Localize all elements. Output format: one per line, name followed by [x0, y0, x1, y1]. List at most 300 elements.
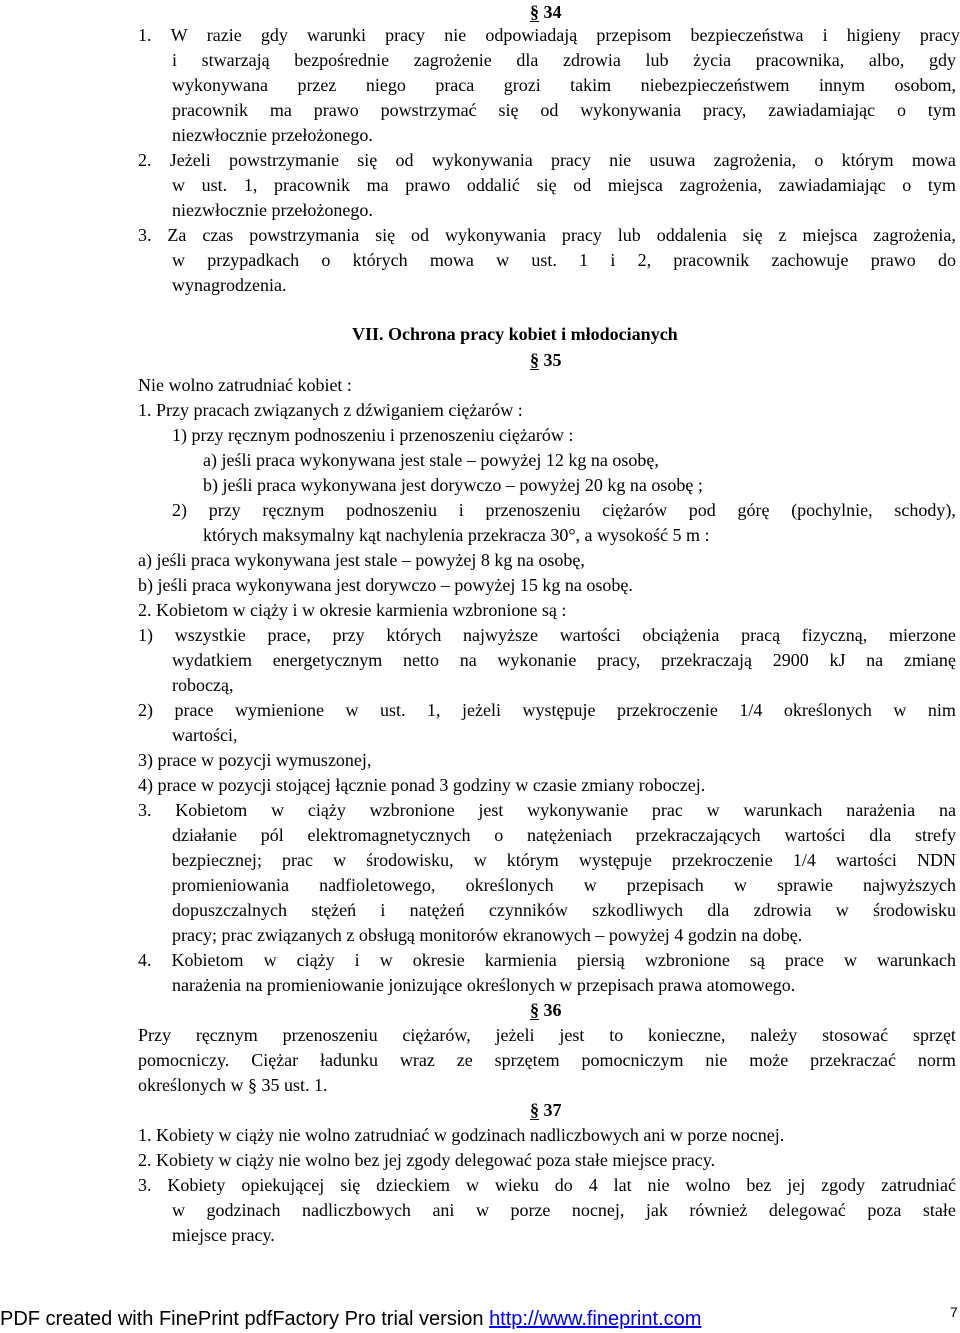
word: działanie — [172, 825, 237, 845]
paragraph-line — [172, 498, 956, 523]
word: (pochylnie, — [791, 500, 873, 520]
word: wartości — [835, 850, 897, 870]
word: warunkach — [743, 800, 823, 820]
pdf-footer — [0, 1306, 960, 1333]
word: poza — [867, 1200, 902, 1220]
word: jej — [787, 1175, 806, 1195]
word: nadfioletowego, — [319, 875, 436, 895]
word: konieczne, — [648, 1025, 726, 1045]
word: do — [937, 250, 956, 270]
word: w — [172, 175, 185, 195]
word: wykonywania — [580, 100, 682, 120]
paragraph-line — [172, 848, 956, 873]
word: szkodliwych — [592, 900, 684, 920]
word: stwarzają — [201, 50, 270, 70]
word: wolno — [685, 1175, 731, 1195]
section-symbol: § — [530, 1000, 539, 1020]
word: których — [352, 250, 408, 270]
word: 1/4 — [739, 700, 763, 720]
word: pracy — [385, 25, 426, 45]
word: i — [354, 950, 360, 970]
word: w — [473, 850, 487, 870]
word: występuje — [522, 700, 596, 720]
word: w — [733, 875, 747, 895]
word: w — [835, 900, 849, 920]
word: ręcznym — [195, 1025, 258, 1045]
word: prac — [282, 850, 313, 870]
word: czas — [202, 225, 234, 245]
word: fizyczną, — [801, 625, 868, 645]
word: i — [172, 50, 178, 70]
word: przez — [297, 75, 337, 95]
paragraph-line: 3) prace w pozycji wymuszonej, — [138, 750, 372, 770]
paragraph-line: 2. Kobiety w ciąży nie wolno bez jej zgody delegować poza stałe miejsce pracy. — [138, 1150, 716, 1170]
word: pól — [260, 825, 284, 845]
section-symbol: § — [530, 1100, 539, 1120]
word: 1, — [243, 175, 258, 195]
word: czynników — [488, 900, 568, 920]
word: najwyższych — [863, 875, 956, 895]
word: i — [610, 250, 616, 270]
word: warunkach — [876, 950, 956, 970]
word: o — [814, 150, 824, 170]
paragraph-line: b) jeśli praca wykonywana jest dorywczo – powyżej 20 kg na osobę ; — [203, 475, 703, 495]
word: pracownik — [673, 250, 750, 270]
word: NDN — [917, 850, 956, 870]
word: prawo — [313, 100, 359, 120]
word: nadliczbowych — [301, 1200, 411, 1220]
word: się — [375, 225, 396, 245]
word: 3. — [138, 800, 152, 820]
word: elektromagnetycznych — [307, 825, 471, 845]
word: wzbronione — [644, 950, 730, 970]
word: przekraczać — [810, 1050, 896, 1070]
word: nie — [444, 25, 467, 45]
word: w — [333, 850, 347, 870]
word: Jeżeli — [169, 150, 211, 170]
paragraph-line: miejsce pracy. — [172, 1225, 275, 1245]
word: ma — [366, 175, 389, 195]
word: podnoszeniu — [346, 500, 438, 520]
word: przenoszeniu — [485, 500, 581, 520]
word: gdy — [260, 25, 288, 45]
section-number: 37 — [543, 1100, 562, 1120]
word: natężeniach — [527, 825, 612, 845]
section-heading-34 — [530, 0, 562, 25]
paragraph-line: b) jeśli praca wykonywana jest dorywczo – powyżej 15 kg na osobę. — [138, 575, 633, 595]
word: pracą — [741, 625, 781, 645]
section-heading-35 — [530, 348, 562, 373]
paragraph-line — [138, 223, 956, 248]
word: ciąży — [296, 950, 335, 970]
word: o — [321, 250, 331, 270]
word: występuje — [578, 850, 652, 870]
chapter-heading: VII. Ochrona pracy kobiet i młodocianych — [352, 324, 678, 344]
word: na — [938, 800, 956, 820]
word: opiekującej — [241, 1175, 325, 1195]
word: i — [822, 25, 828, 45]
word: wartości — [784, 825, 846, 845]
word: razie — [206, 25, 242, 45]
word: 2900 — [772, 650, 809, 670]
word: wykonywana — [172, 75, 268, 95]
word: środowisku — [872, 900, 956, 920]
word: wymienione — [234, 700, 324, 720]
paragraph-line — [138, 1173, 956, 1198]
paragraph-line: niezwłocznie przełożonego. — [172, 125, 373, 145]
word: mierzone — [888, 625, 956, 645]
paragraph-line — [172, 873, 956, 898]
word: powstrzymania — [249, 225, 360, 245]
word: prace — [174, 700, 214, 720]
paragraph-line: narażenia na promieniowanie jonizujące określonych w przepisach prawa atomowego. — [172, 975, 796, 995]
word: Przy — [138, 1025, 171, 1045]
word: innym — [819, 75, 866, 95]
word: mowa — [429, 250, 474, 270]
word: w — [706, 800, 720, 820]
word: 1, — [426, 700, 441, 720]
paragraph-line: wynagrodzenia. — [172, 275, 287, 295]
word: ust. — [379, 700, 406, 720]
word: pomocniczym — [581, 1050, 684, 1070]
paragraph-line — [172, 98, 956, 123]
word: 3. — [138, 1175, 152, 1195]
word: nie — [647, 1175, 670, 1195]
word: zagrożenia, — [679, 175, 762, 195]
word: pracownika, — [755, 50, 845, 70]
word: ma — [269, 100, 292, 120]
word: wydatkiem — [172, 650, 252, 670]
word: pomocniczy. — [138, 1050, 230, 1070]
word: karmienia — [484, 950, 557, 970]
word: się — [498, 100, 519, 120]
word: nie — [609, 150, 632, 170]
paragraph-line: 1. Kobiety w ciąży nie wolno zatrudniać w godzinach nadliczbowych ani w porze nocnej. — [138, 1125, 785, 1145]
word: miejsca — [607, 175, 663, 195]
word: 1 — [579, 250, 589, 270]
word: W — [170, 25, 188, 45]
word: wykonywanie — [527, 800, 629, 820]
word: obciążenia — [642, 625, 720, 645]
paragraph-line — [138, 23, 960, 48]
word: 2) — [172, 500, 187, 520]
word: w — [583, 875, 597, 895]
word: od — [573, 175, 592, 195]
word: dopuszczalnych — [172, 900, 287, 920]
word: pracy, — [703, 100, 747, 120]
word: strefy — [915, 825, 956, 845]
word: przy — [332, 625, 365, 645]
section-heading-37 — [530, 1098, 562, 1123]
word: przepisach — [626, 875, 704, 895]
word: się — [357, 150, 378, 170]
word: ręcznym — [262, 500, 325, 520]
word: Kobiety — [167, 1175, 226, 1195]
word: 2. — [138, 150, 152, 170]
word: dla — [869, 825, 892, 845]
word: zagrożenia, — [873, 225, 956, 245]
word: to — [609, 1025, 624, 1045]
word: piersią — [576, 950, 625, 970]
word: lub — [617, 225, 641, 245]
word: jak — [645, 1200, 668, 1220]
word: z — [778, 225, 787, 245]
word: w — [843, 950, 857, 970]
word: zawiadamiając — [778, 175, 886, 195]
paragraph-line — [138, 148, 956, 173]
word: przepisom — [596, 25, 672, 45]
word: schody), — [894, 500, 956, 520]
word: może — [749, 1050, 789, 1070]
section-symbol: § — [530, 2, 539, 22]
word: w — [263, 950, 277, 970]
word: odpowiadają — [485, 25, 578, 45]
paragraph-line — [172, 823, 956, 848]
word: pracownik — [172, 100, 248, 120]
word: higieny — [846, 25, 901, 45]
page-number: 7 — [950, 1306, 958, 1320]
word: nocnej, — [571, 1200, 625, 1220]
word: 1. — [138, 25, 152, 45]
word: określonych — [465, 875, 554, 895]
word: jest — [559, 1025, 585, 1045]
word: wykonywania — [444, 225, 546, 245]
word: Za — [167, 225, 187, 245]
word: takim — [570, 75, 612, 95]
paragraph-line — [172, 48, 956, 73]
paragraph-line: Nie wolno zatrudniać kobiet : — [138, 375, 352, 395]
word: bezpiecznej; — [172, 850, 262, 870]
paragraph-line: roboczą, — [172, 675, 234, 695]
word: Kobietom — [171, 950, 244, 970]
word: promieniowania — [172, 875, 289, 895]
paragraph-line: pracy; prac związanych z obsługą monitorów ekranowych – powyżej 4 godzin na dobę. — [172, 925, 803, 945]
word: 2, — [637, 250, 652, 270]
paragraph-line — [138, 623, 956, 648]
paragraph-line: wartości, — [172, 725, 238, 745]
word: warunki — [306, 25, 366, 45]
word: środowisku, — [366, 850, 454, 870]
word: 4 — [588, 1175, 598, 1195]
word: górę — [737, 500, 770, 520]
word: oddalić — [466, 175, 520, 195]
word: wieku — [494, 1175, 539, 1195]
word: ładunku — [320, 1050, 379, 1070]
paragraph-line — [172, 248, 956, 273]
section-number: 35 — [543, 350, 562, 370]
word: usuwa — [649, 150, 696, 170]
word: ciężarów, — [402, 1025, 471, 1045]
word: pracy, — [597, 650, 641, 670]
word: jeżeli — [495, 1025, 535, 1045]
word: zdrowia — [753, 900, 812, 920]
word: są — [749, 950, 765, 970]
word: prace, — [267, 625, 311, 645]
word: praca — [435, 75, 475, 95]
word: wszystkie — [174, 625, 246, 645]
word: bezpośrednie — [294, 50, 390, 70]
word: norm — [917, 1050, 956, 1070]
word: powstrzymać — [380, 100, 477, 120]
word: 3. — [138, 225, 152, 245]
word: prac — [651, 800, 683, 820]
word: nie — [705, 1050, 728, 1070]
word: natężeń — [409, 900, 465, 920]
word: których — [386, 625, 442, 645]
word: do — [554, 1175, 573, 1195]
word: delegować — [768, 1200, 846, 1220]
word: o — [902, 175, 912, 195]
section-number: 34 — [543, 2, 562, 22]
word: w — [379, 950, 393, 970]
word: najwyższe — [463, 625, 538, 645]
word: pod — [688, 500, 716, 520]
paragraph-line — [138, 948, 956, 973]
word: wzbronione — [369, 800, 455, 820]
word: bez — [746, 1175, 772, 1195]
paragraph-line — [172, 173, 956, 198]
word: niebezpieczeństwem — [640, 75, 790, 95]
word: zatrudniać — [881, 1175, 956, 1195]
word: się — [742, 225, 763, 245]
word: ciężarów — [602, 500, 668, 520]
word: w — [893, 700, 907, 720]
paragraph-line — [138, 1023, 956, 1048]
word: należy — [750, 1025, 798, 1045]
word: również — [689, 1200, 748, 1220]
word: pracy — [561, 225, 602, 245]
word: w — [496, 250, 510, 270]
word: przekroczenie — [671, 850, 773, 870]
word: kJ — [829, 650, 846, 670]
paragraph-line — [172, 73, 956, 98]
word: bezpieczeństwa — [690, 25, 804, 45]
word: okresie — [412, 950, 465, 970]
word: na — [459, 650, 477, 670]
word: mowa — [911, 150, 956, 170]
paragraph-line — [172, 1198, 956, 1223]
word: nim — [927, 700, 956, 720]
footer-link[interactable]: http://www.fineprint.com — [489, 1308, 702, 1330]
word: przypadkach — [207, 250, 300, 270]
word: od — [540, 100, 559, 120]
word: prawo — [870, 250, 916, 270]
word: pracy — [919, 25, 960, 45]
paragraph-line: 4) prace w pozycji stojącej łącznie ponad 3 godziny w czasie zmiany roboczej. — [138, 775, 706, 795]
word: ust. — [201, 175, 228, 195]
word: i — [458, 500, 464, 520]
word: osobom, — [894, 75, 956, 95]
word: od — [411, 225, 430, 245]
word: jest — [478, 800, 504, 820]
section-heading-36 — [530, 998, 562, 1023]
word: prace — [784, 950, 824, 970]
word: pracy — [550, 150, 591, 170]
word: 1) — [138, 625, 153, 645]
word: ze — [456, 1050, 473, 1070]
word: powstrzymanie — [228, 150, 339, 170]
word: jeżeli — [461, 700, 501, 720]
paragraph-line: niezwłocznie przełożonego. — [172, 200, 373, 220]
paragraph-line: określonych w § 35 ust. 1. — [138, 1075, 328, 1095]
word: wartości — [559, 625, 621, 645]
paragraph-line: 2. Kobietom w ciąży i w okresie karmienia wzbronione są : — [138, 600, 567, 620]
section-number: 36 — [543, 1000, 562, 1020]
word: wykonanie — [497, 650, 577, 670]
paragraph-line: a) jeśli praca wykonywana jest stale – powyżej 8 kg na osobę, — [138, 550, 585, 570]
paragraph-line: 1. Przy pracach związanych z dźwiganiem ciężarów : — [138, 400, 523, 420]
word: niego — [365, 75, 406, 95]
word: gdy — [928, 50, 956, 70]
word: lub — [645, 50, 669, 70]
word: miejsca — [802, 225, 858, 245]
word: netto — [403, 650, 440, 670]
word: sprzęt — [912, 1025, 956, 1045]
word: pracownik — [273, 175, 350, 195]
word: zdrowia — [562, 50, 621, 70]
word: o — [494, 825, 504, 845]
word: w — [465, 1175, 479, 1195]
word: zagrożenia, — [713, 150, 797, 170]
word: sprzętem — [494, 1050, 560, 1070]
word: ani — [432, 1200, 455, 1220]
paragraph-line: 1) przy ręcznym podnoszeniu i przenoszeniu ciężarów : — [172, 425, 574, 445]
word: stałe — [922, 1200, 956, 1220]
word: prawo — [405, 175, 451, 195]
word: wraz — [399, 1050, 435, 1070]
paragraph-line — [138, 798, 956, 823]
word: którym — [841, 150, 894, 170]
word: w — [475, 1200, 489, 1220]
word: dzieckiem — [376, 1175, 451, 1195]
paragraph-line — [138, 698, 956, 723]
word: zgody — [821, 1175, 866, 1195]
word: dla — [707, 900, 730, 920]
word: lat — [613, 1175, 632, 1195]
word: 1/4 — [792, 850, 816, 870]
word: albo, — [868, 50, 905, 70]
word: zawiadamiając — [768, 100, 876, 120]
word: stężeń — [311, 900, 357, 920]
word: w — [271, 800, 285, 820]
word: od — [395, 150, 414, 170]
word: 4. — [138, 950, 152, 970]
word: grozi — [503, 75, 541, 95]
word: i — [380, 900, 386, 920]
paragraph-line — [172, 648, 956, 673]
paragraph-line: których maksymalny kąt nachylenia przekracza 30°, a wysokość 5 m : — [203, 525, 710, 545]
word: tym — [927, 175, 956, 195]
word: oddalenia — [656, 225, 727, 245]
word: określonych — [783, 700, 872, 720]
word: tym — [927, 100, 956, 120]
word: w — [172, 1200, 185, 1220]
word: w — [345, 700, 359, 720]
word: Kobietom — [175, 800, 248, 820]
word: życia — [693, 50, 732, 70]
word: Ciężar — [251, 1050, 299, 1070]
paragraph-line — [138, 1048, 956, 1073]
word: stosować — [822, 1025, 889, 1045]
word: zmianę — [903, 650, 956, 670]
section-symbol: § — [530, 350, 539, 370]
word: się — [536, 175, 557, 195]
word: dla — [516, 50, 539, 70]
word: ust. — [531, 250, 557, 270]
word: przekraczających — [635, 825, 761, 845]
word: się — [340, 1175, 361, 1195]
word: narażenia — [846, 800, 916, 820]
